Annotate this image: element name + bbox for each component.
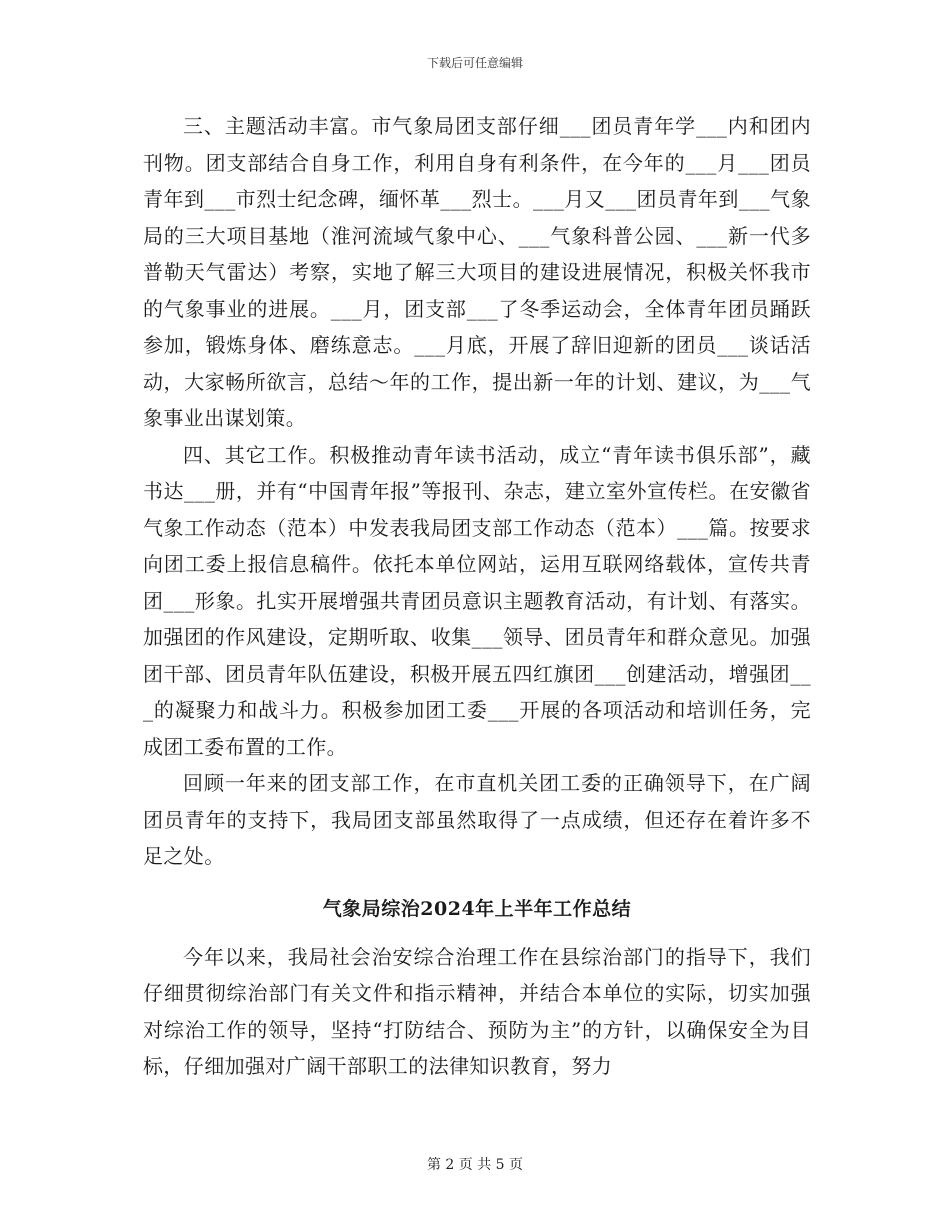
document-body xyxy=(143,108,811,1085)
paragraph-other-work: 四、其它工作。积极推动青年读书活动，成立“青年读书俱乐部”，藏书达___册，并有“中国青年报”等报刊、杂志，建立室外宣传栏。在安徽省气象工作动态（范本）中发表我局团支部工作动态（范本）___篇。按要求向团工委上报信息稿件。依托本单位网站，运用互联网络载体，宣传共青团___形象。扎实开展增强共青团员意识主题教育活动，有计划、有落实。加强团的作风建设，定期听取、收集___领导、团员青年和群众意见。加强团干部、团员青年队伍建设，积极开展五四红旗团___创建活动，增强团___的凝聚力和战斗力。积极参加团工委___开展的各项活动和培训任务，完成团工委布置的工作。 xyxy=(143,442,811,759)
page-header-note: 下载后可任意编辑 xyxy=(426,56,523,70)
page-number: 第 2 页 共 5 页 xyxy=(426,1157,524,1173)
paragraph-summary-intro: 今年以来，我局社会治安综合治理工作在县综治部门的指导下，我们仔细贯彻综治部门有关文件和指示精神，并结合本单位的实际，切实加强对综治工作的领导，坚持“打防结合、预防为主”的方针，以确保安全为目标，仔细加强对广阔干部职工的法律知识教育，努力 xyxy=(143,944,811,1078)
section-title: 气象局综治2024年上半年工作总结 xyxy=(322,897,632,920)
paragraph-activities: 三、主题活动丰富。市气象局团支部仔细___团员青年学___内和团内刊物。团支部结合自身工作，利用自身有利条件，在今年的___月___团员青年到___市烈士纪念碑，缅怀革___烈士。___月又___团员青年到___气象局的三大项目基地（淮河流域气象中心、___气象科普公园、___新一代多普勒天气雷达）考察，实地了解三大项目的建设进展情况，积极关怀我市的气象事业的进展。___月，团支部___了冬季运动会，全体青年团员踊跃参加，锻炼身体、磨练意志。___月底，开展了辞旧迎新的团员___谈话活动，大家畅所欲言，总结～年的工作，提出新一年的计划、建议，为___气象事业出谋划策。 xyxy=(143,114,811,430)
paragraph-review: 回顾一年来的团支部工作，在市直机关团工委的正确领导下，在广阔团员青年的支持下，我局团支部虽然取得了一点成绩，但还存在着许多不足之处。 xyxy=(143,771,811,868)
